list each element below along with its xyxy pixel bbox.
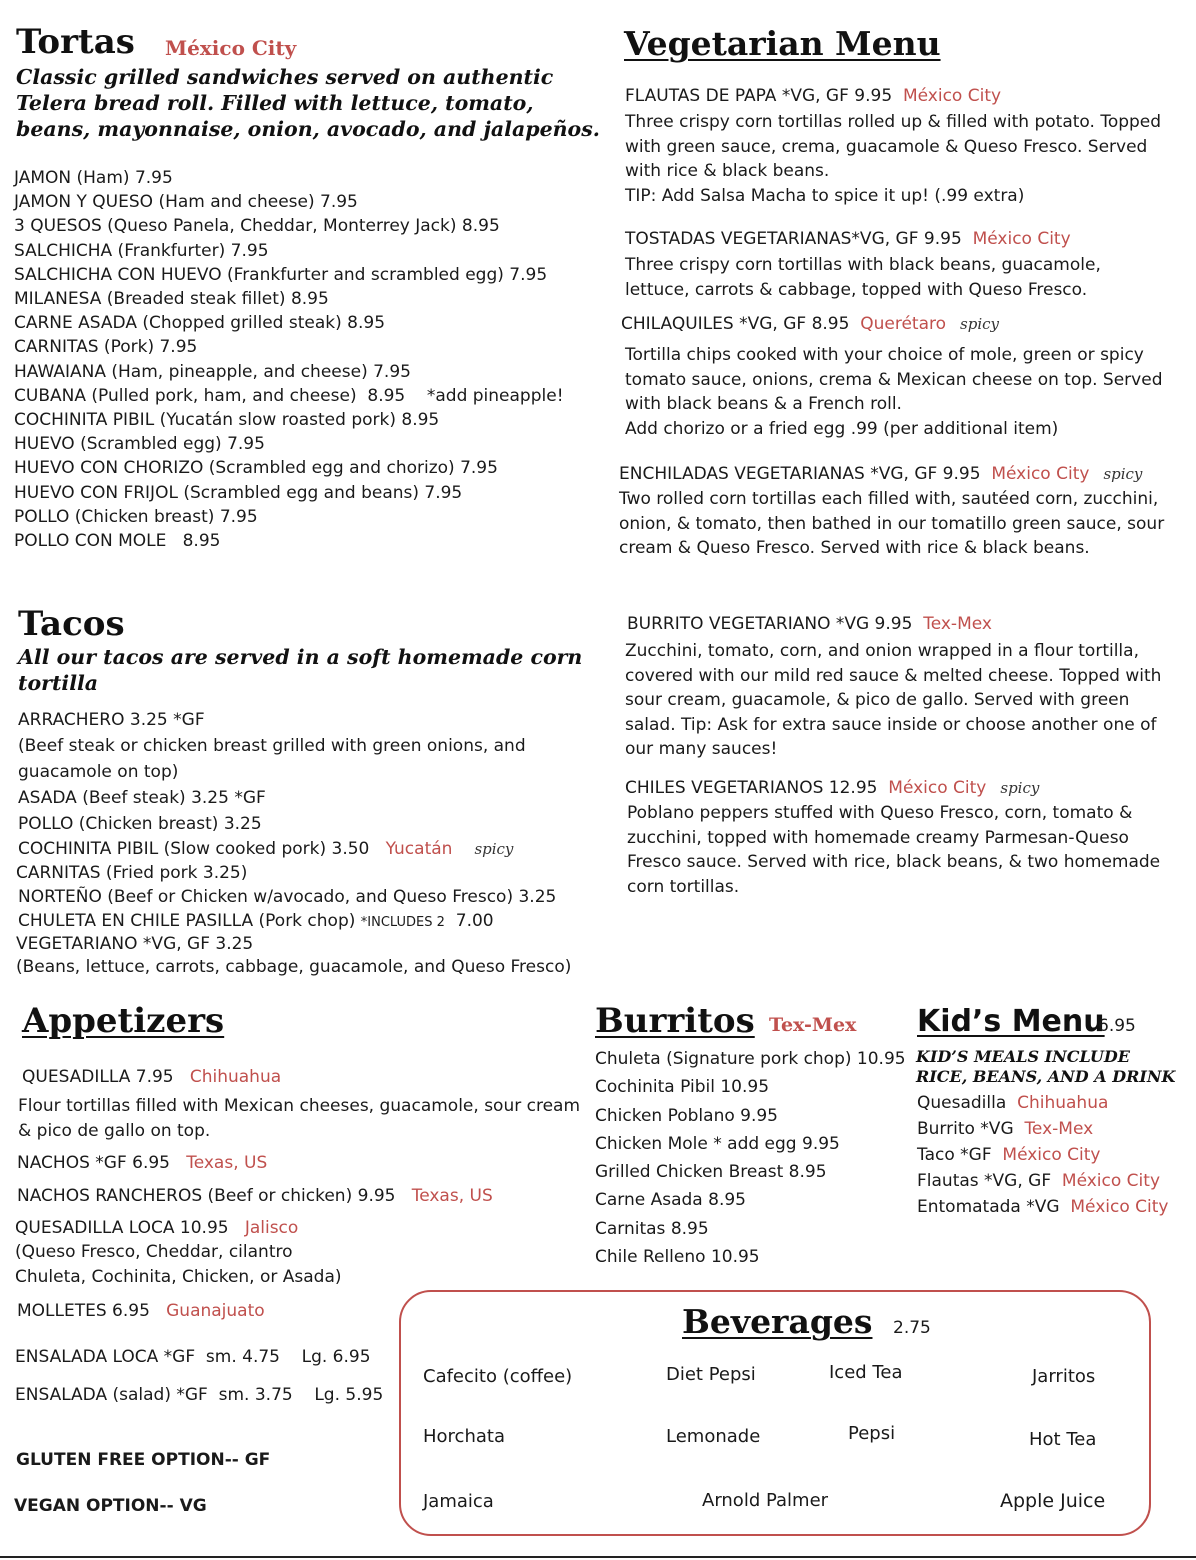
item-region: Yucatán [385, 839, 453, 859]
appetizer-nachos [17, 1151, 267, 1175]
tortas-list [14, 166, 564, 553]
appetizer-quesadilla-loca-desc2: Chuleta, Cochinita, Chicken, or Asada) [15, 1267, 342, 1287]
list-item: HUEVO CON CHORIZO (Scrambled egg and chorizo) 7.95 [14, 458, 498, 479]
beverages-price: 2.75 [893, 1318, 931, 1338]
item-desc: Three crispy corn tortillas rolled up & filled with potato. Topped with green sauce, crema, guacamole & Queso Fresco. Served with rice & black beans. [625, 112, 1162, 182]
tortas-subtitle: Classic grilled sandwiches served on authentic Telera bread roll. Filled with lettuce, tomato, beans, mayonnaise, onion, avocado, and jalapeños. [16, 65, 600, 141]
kids-note-1: KID’S MEALS INCLUDE [916, 1047, 1130, 1066]
tortas-title: Tortas [16, 22, 135, 62]
taco-norteno: NORTEÑO (Beef or Chicken w/avocado, and Queso Fresco) 3.25 [18, 887, 557, 907]
list-item: 3 QUESOS (Queso Panela, Cheddar, Monterrey Jack) 8.95 [14, 216, 500, 237]
spicy-label: spicy [474, 840, 514, 858]
appetizer-quesadilla-loca-desc1: (Queso Fresco, Cheddar, cilantro [15, 1242, 293, 1262]
burrito-vegetariano-item [627, 612, 1182, 636]
item-name: MOLLETES 6.95 [17, 1301, 150, 1321]
appetizer-molletes [17, 1299, 265, 1323]
beverage-item: Horchata [423, 1426, 505, 1447]
flautas-item [625, 84, 1185, 208]
item-region: México City [888, 778, 987, 798]
item-desc: Two rolled corn tortillas each filled with, sautéed corn, zucchini, onion, & tomato, then bathed in our tomatillo green sauce, sour cream & Queso Fresco. Served with rice & black beans. [619, 489, 1165, 559]
item-name: BURRITO VEGETARIANO *VG 9.95 [627, 614, 913, 634]
appetizers-title: Appetizers [22, 1001, 225, 1041]
list-item: HAWAIANA (Ham, pineapple, and cheese) 7.95 [14, 361, 411, 382]
item-region: Tex-Mex [923, 614, 992, 634]
beverage-item: Hot Tea [1029, 1429, 1097, 1450]
spicy-label: spicy [1103, 465, 1143, 483]
appetizer-nachos-rancheros [17, 1184, 493, 1208]
beverage-item: Cafecito (coffee) [423, 1366, 573, 1387]
legend-gluten-free: GLUTEN FREE OPTION-- GF [16, 1450, 271, 1470]
list-item: SALCHICHA CON HUEVO (Frankfurter and scrambled egg) 7.95 [14, 264, 548, 285]
list-item: Carne Asada 8.95 [595, 1190, 746, 1211]
item-name: COCHINITA PIBIL (Slow cooked pork) 3.50 [18, 839, 370, 859]
taco-vegetariano-desc: (Beans, lettuce, carrots, cabbage, guacamole, and Queso Fresco) [16, 957, 572, 977]
burrito-vegetariano-desc: Zucchini, tomato, corn, and onion wrapped in a flour tortilla, covered with our mild red sauce & melted cheese. Topped with sour cream, guacamole, & pico de gallo. Served with green salad. Tip: Ask for extra sauce inside or choose another one of our many sauces! [625, 641, 1162, 759]
taco-carnitas: CARNITAS (Fried pork 3.25) [16, 863, 248, 883]
beverages-title: Beverages [682, 1302, 873, 1341]
tostadas-item [625, 227, 1185, 302]
item-region: Texas, US [411, 1186, 493, 1206]
list-item: Chuleta (Signature pork chop) 10.95 [595, 1049, 906, 1069]
item-name: QUESADILLA LOCA 10.95 [15, 1218, 229, 1238]
beverage-item: Diet Pepsi [666, 1364, 756, 1385]
beverage-item: Arnold Palmer [702, 1490, 829, 1511]
list-item: CARNITAS (Pork) 7.95 [14, 337, 198, 358]
burritos-list [595, 1045, 906, 1271]
list-item: Flautas *VG, GF México City [917, 1171, 1161, 1191]
list-item: JAMON (Ham) 7.95 [14, 168, 173, 188]
list-item: Cochinita Pibil 10.95 [595, 1077, 770, 1098]
item-name: CHILAQUILES *VG, GF 8.95 [621, 314, 850, 334]
tacos-title: Tacos [18, 604, 125, 644]
burritos-title: Burritos [595, 1001, 755, 1041]
taco-asada: ASADA (Beef steak) 3.25 *GF [18, 788, 266, 808]
item-name: TOSTADAS VEGETARIANAS*VG, GF 9.95 [625, 229, 962, 249]
chilaquiles-item [621, 312, 1181, 441]
spicy-label: spicy [960, 315, 1000, 333]
list-item: JAMON Y QUESO (Ham and cheese) 7.95 [14, 192, 358, 213]
enchiladas-item [619, 462, 1184, 561]
list-item: HUEVO CON FRIJOL (Scrambled egg and beans) 7.95 [14, 482, 463, 503]
taco-vegetariano: VEGETARIANO *VG, GF 3.25 [16, 934, 254, 954]
item-region: México City [991, 464, 1090, 484]
list-item: POLLO CON MOLE 8.95 [14, 531, 221, 552]
beverage-item: Apple Juice [1000, 1490, 1106, 1512]
item-region: Guanajuato [166, 1301, 265, 1321]
item-region: México City [902, 86, 1002, 106]
item-region: Texas, US [186, 1153, 268, 1173]
beverage-item: Pepsi [848, 1423, 896, 1444]
list-item: CARNE ASADA (Chopped grilled steak) 8.95 [14, 313, 386, 334]
kids-title: Kid’s Menu [917, 1004, 1105, 1039]
taco-cochinita [18, 837, 513, 861]
list-item: Entomatada *VG México City [917, 1197, 1169, 1217]
beverage-item: Jamaica [423, 1491, 494, 1512]
item-name: QUESADILLA 7.95 [22, 1067, 174, 1087]
list-item: CUBANA (Pulled pork, ham, and cheese) 8.95 *add pineapple! [14, 385, 564, 406]
appetizer-quesadilla-loca [15, 1216, 298, 1240]
kids-note-2: RICE, BEANS, AND A DRINK [916, 1067, 1176, 1086]
item-name: NACHOS RANCHEROS (Beef or chicken) 9.95 [17, 1186, 396, 1206]
beverages-box [399, 1290, 1151, 1536]
appetizer-quesadilla [22, 1065, 281, 1089]
list-item: Chicken Mole * add egg 9.95 [595, 1133, 840, 1154]
list-item: Quesadilla Chihuahua [917, 1093, 1109, 1113]
item-note: *INCLUDES 2 [360, 915, 445, 930]
list-item: COCHINITA PIBIL (Yucatán slow roasted pork) 8.95 [14, 410, 440, 431]
item-price: 7.00 [455, 911, 494, 931]
list-item: Taco *GF México City [917, 1145, 1101, 1165]
appetizer-ensalada-loca: ENSALADA LOCA *GF sm. 4.75 Lg. 6.95 [15, 1347, 371, 1367]
item-tip: TIP: Add Salsa Macha to spice it up! (.99 extra) [625, 185, 1025, 206]
item-region: Querétaro [860, 314, 947, 334]
taco-arrachero-desc: (Beef steak or chicken breast grilled with green onions, and guacamole on top) [18, 736, 526, 782]
appetizer-quesadilla-desc: Flour tortillas filled with Mexican cheeses, guacamole, sour cream & pico de gallo on top. [18, 1096, 581, 1141]
list-item: Carnitas 8.95 [595, 1218, 709, 1239]
kids-price: 6.95 [1098, 1016, 1136, 1036]
item-region: Jalisco [244, 1218, 299, 1238]
item-desc: Tortilla chips cooked with your choice of mole, green or spicy tomato sauce, onions, crema & Mexican cheese on top. Served with black beans & a French roll. [625, 345, 1163, 415]
bottom-rule [0, 1556, 1196, 1558]
appetizer-ensalada: ENSALADA (salad) *GF sm. 3.75 Lg. 5.95 [15, 1385, 384, 1405]
kids-list [917, 1090, 1168, 1220]
item-desc: Poblano peppers stuffed with Queso Fresco, corn, tomato & zucchini, topped with homemade creamy Parmesan-Queso Fresco sauce. Served with rice, black beans, & two homemade corn tortillas. [627, 803, 1161, 897]
tacos-subtitle: All our tacos are served in a soft homemade corn tortilla [18, 645, 583, 695]
item-name: ENCHILADAS VEGETARIANAS *VG, GF 9.95 [619, 464, 981, 484]
list-item: SALCHICHA (Frankfurter) 7.95 [14, 240, 269, 261]
beverage-item: Iced Tea [829, 1362, 903, 1383]
item-name: CHILES VEGETARIANOS 12.95 [625, 778, 878, 798]
burritos-region: Tex-Mex [769, 1014, 857, 1036]
beverage-item: Lemonade [666, 1426, 761, 1447]
list-item: POLLO (Chicken breast) 7.95 [14, 506, 258, 527]
list-item: MILANESA (Breaded steak fillet) 8.95 [14, 289, 329, 310]
list-item: Chicken Poblano 9.95 [595, 1105, 778, 1126]
item-region: México City [972, 229, 1071, 249]
list-item: Chile Relleno 10.95 [595, 1247, 760, 1268]
list-item: HUEVO (Scrambled egg) 7.95 [14, 434, 265, 455]
taco-pollo: POLLO (Chicken breast) 3.25 [18, 814, 262, 834]
item-name: NACHOS *GF 6.95 [17, 1153, 170, 1173]
item-desc: Three crispy corn tortillas with black beans, guacamole, lettuce, carrots & cabbage, topped with Queso Fresco. [625, 255, 1101, 300]
item-name: CHULETA EN CHILE PASILLA (Pork chop) [18, 911, 356, 931]
taco-arrachero: ARRACHERO 3.25 *GF [18, 710, 205, 730]
item-region: Chihuahua [189, 1067, 282, 1087]
item-extra: Add chorizo or a fried egg .99 (per additional item) [625, 418, 1059, 439]
chiles-item [625, 776, 1185, 899]
legend-vegan: VEGAN OPTION-- VG [14, 1496, 207, 1516]
beverage-item: Jarritos [1032, 1366, 1096, 1387]
spicy-label: spicy [1000, 779, 1040, 797]
vegetarian-title: Vegetarian Menu [624, 24, 941, 63]
tortas-region: México City [165, 36, 297, 60]
item-name: FLAUTAS DE PAPA *VG, GF 9.95 [625, 86, 893, 106]
list-item: Grilled Chicken Breast 8.95 [595, 1162, 827, 1183]
list-item: Burrito *VG Tex-Mex [917, 1119, 1094, 1139]
